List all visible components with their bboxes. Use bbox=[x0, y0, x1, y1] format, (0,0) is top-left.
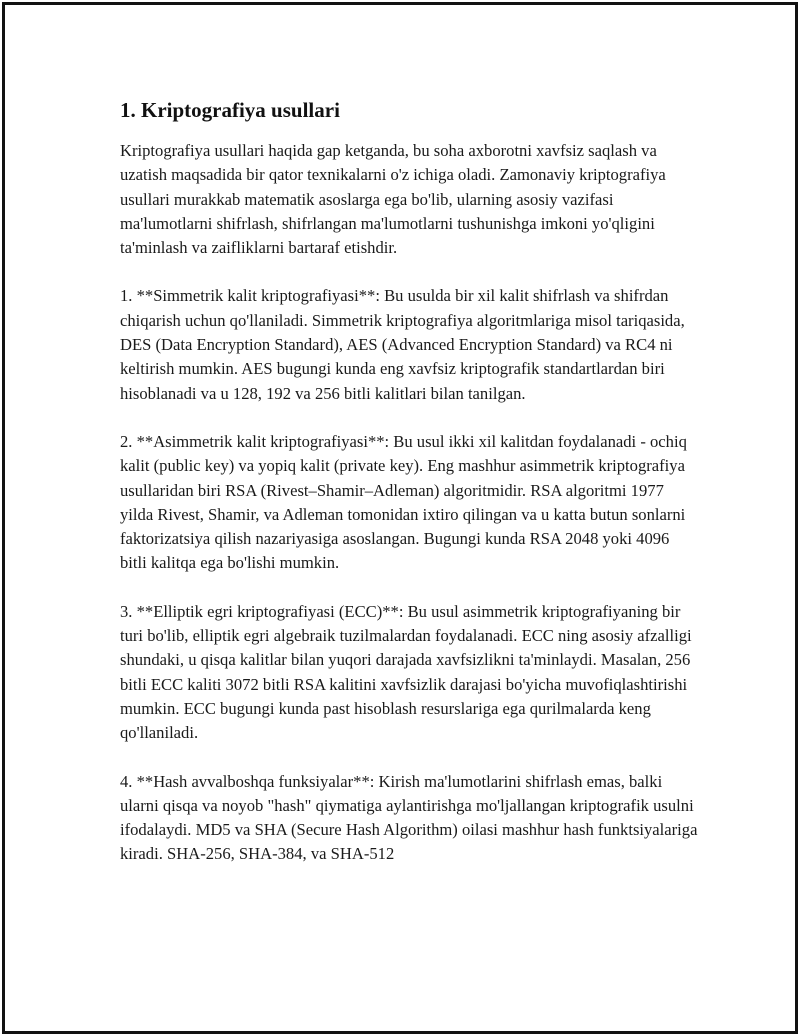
intro-paragraph: Kriptografiya usullari haqida gap ketganda, bu soha axborotni xavfsiz saqlash va uzatish maqsadida bir qator texnikalarni o'z ichiga oladi. Zamonaviy kriptografiya usullari murakkab matematik asoslarga ega bo'lib, ularning asosiy vazifasi ma'lumotlarni shifrlash, shifrlangan ma'lumotlarni tushunishga imkoni yo'qligini ta'minlash va zaifliklarni bartaraf etishdir. bbox=[120, 141, 666, 258]
page-frame bbox=[2, 2, 798, 1034]
hash-functions-paragraph: 4. **Hash avvalboshqa funksiyalar**: Kirish ma'lumotlarini shifrlash emas, balki ularni qisqa va noyob "hash" qiymatiga aylantirishga mo'ljallangan kriptografik usulni ifodalaydi. MD5 va SHA (Secure Hash Algorithm) oilasi mashhur hash funktsiyalariga kiradi. SHA-256, SHA-384, va SHA-512 bbox=[120, 771, 698, 864]
ecc-paragraph: 3. **Elliptik egri kriptografiyasi (ECC)**: Bu usul asimmetrik kriptografiyaning bir turi bo'lib, elliptik egri algebraik tuzilmalardan foydalanadi. ECC ning asosiy afzalligi shundaki, u qisqa kalitlar bilan yuqori darajada xavfsizlikni ta'minlaydi. Masalan, 256 bitli ECC kaliti 3072 bitli RSA kalitini xavfsizlik darajasi bo'yicha muvofiqlashtirishi mumkin. ECC bugungi kunda past hisoblash resurslariga ega qurilmalarda keng qo'llaniladi. bbox=[120, 601, 692, 743]
asymmetric-key-paragraph: 2. **Asimmetrik kalit kriptografiyasi**: Bu usul ikki xil kalitdan foydalanadi - ochiq kalit (public key) va yopiq kalit (private key). Eng mashhur asimmetrik kriptografiya usullaridan biri RSA (Rivest–Shamir–Adleman) algoritmidir. RSA algoritmi 1977 yilda Rivest, Shamir, va Adleman tomonidan ixtiro qilingan va u katta butun sonlarni faktorizatsiya qilish nazariyasiga asoslangan. Bugungi kunda RSA 2048 yoki 4096 bitli kalitqa ega bo'lishi mumkin. bbox=[120, 431, 687, 573]
section-heading: 1. Kriptografiya usullari bbox=[120, 98, 340, 122]
document-body bbox=[120, 95, 700, 891]
symmetric-key-paragraph: 1. **Simmetrik kalit kriptografiyasi**: Bu usulda bir xil kalit shifrlash va shifrdan chiqarish uchun qo'llaniladi. Simmetrik kriptografiya algoritmlariga misol tariqasida, DES (Data Encryption Standard), AES (Advanced Encryption Standard) va RC4 ni keltirish mumkin. AES bugungi kunda eng xavfsiz kriptografik standartlardan biri hisoblanadi va u 128, 192 va 256 bitli kalitlari bilan tanilgan. bbox=[120, 286, 685, 403]
